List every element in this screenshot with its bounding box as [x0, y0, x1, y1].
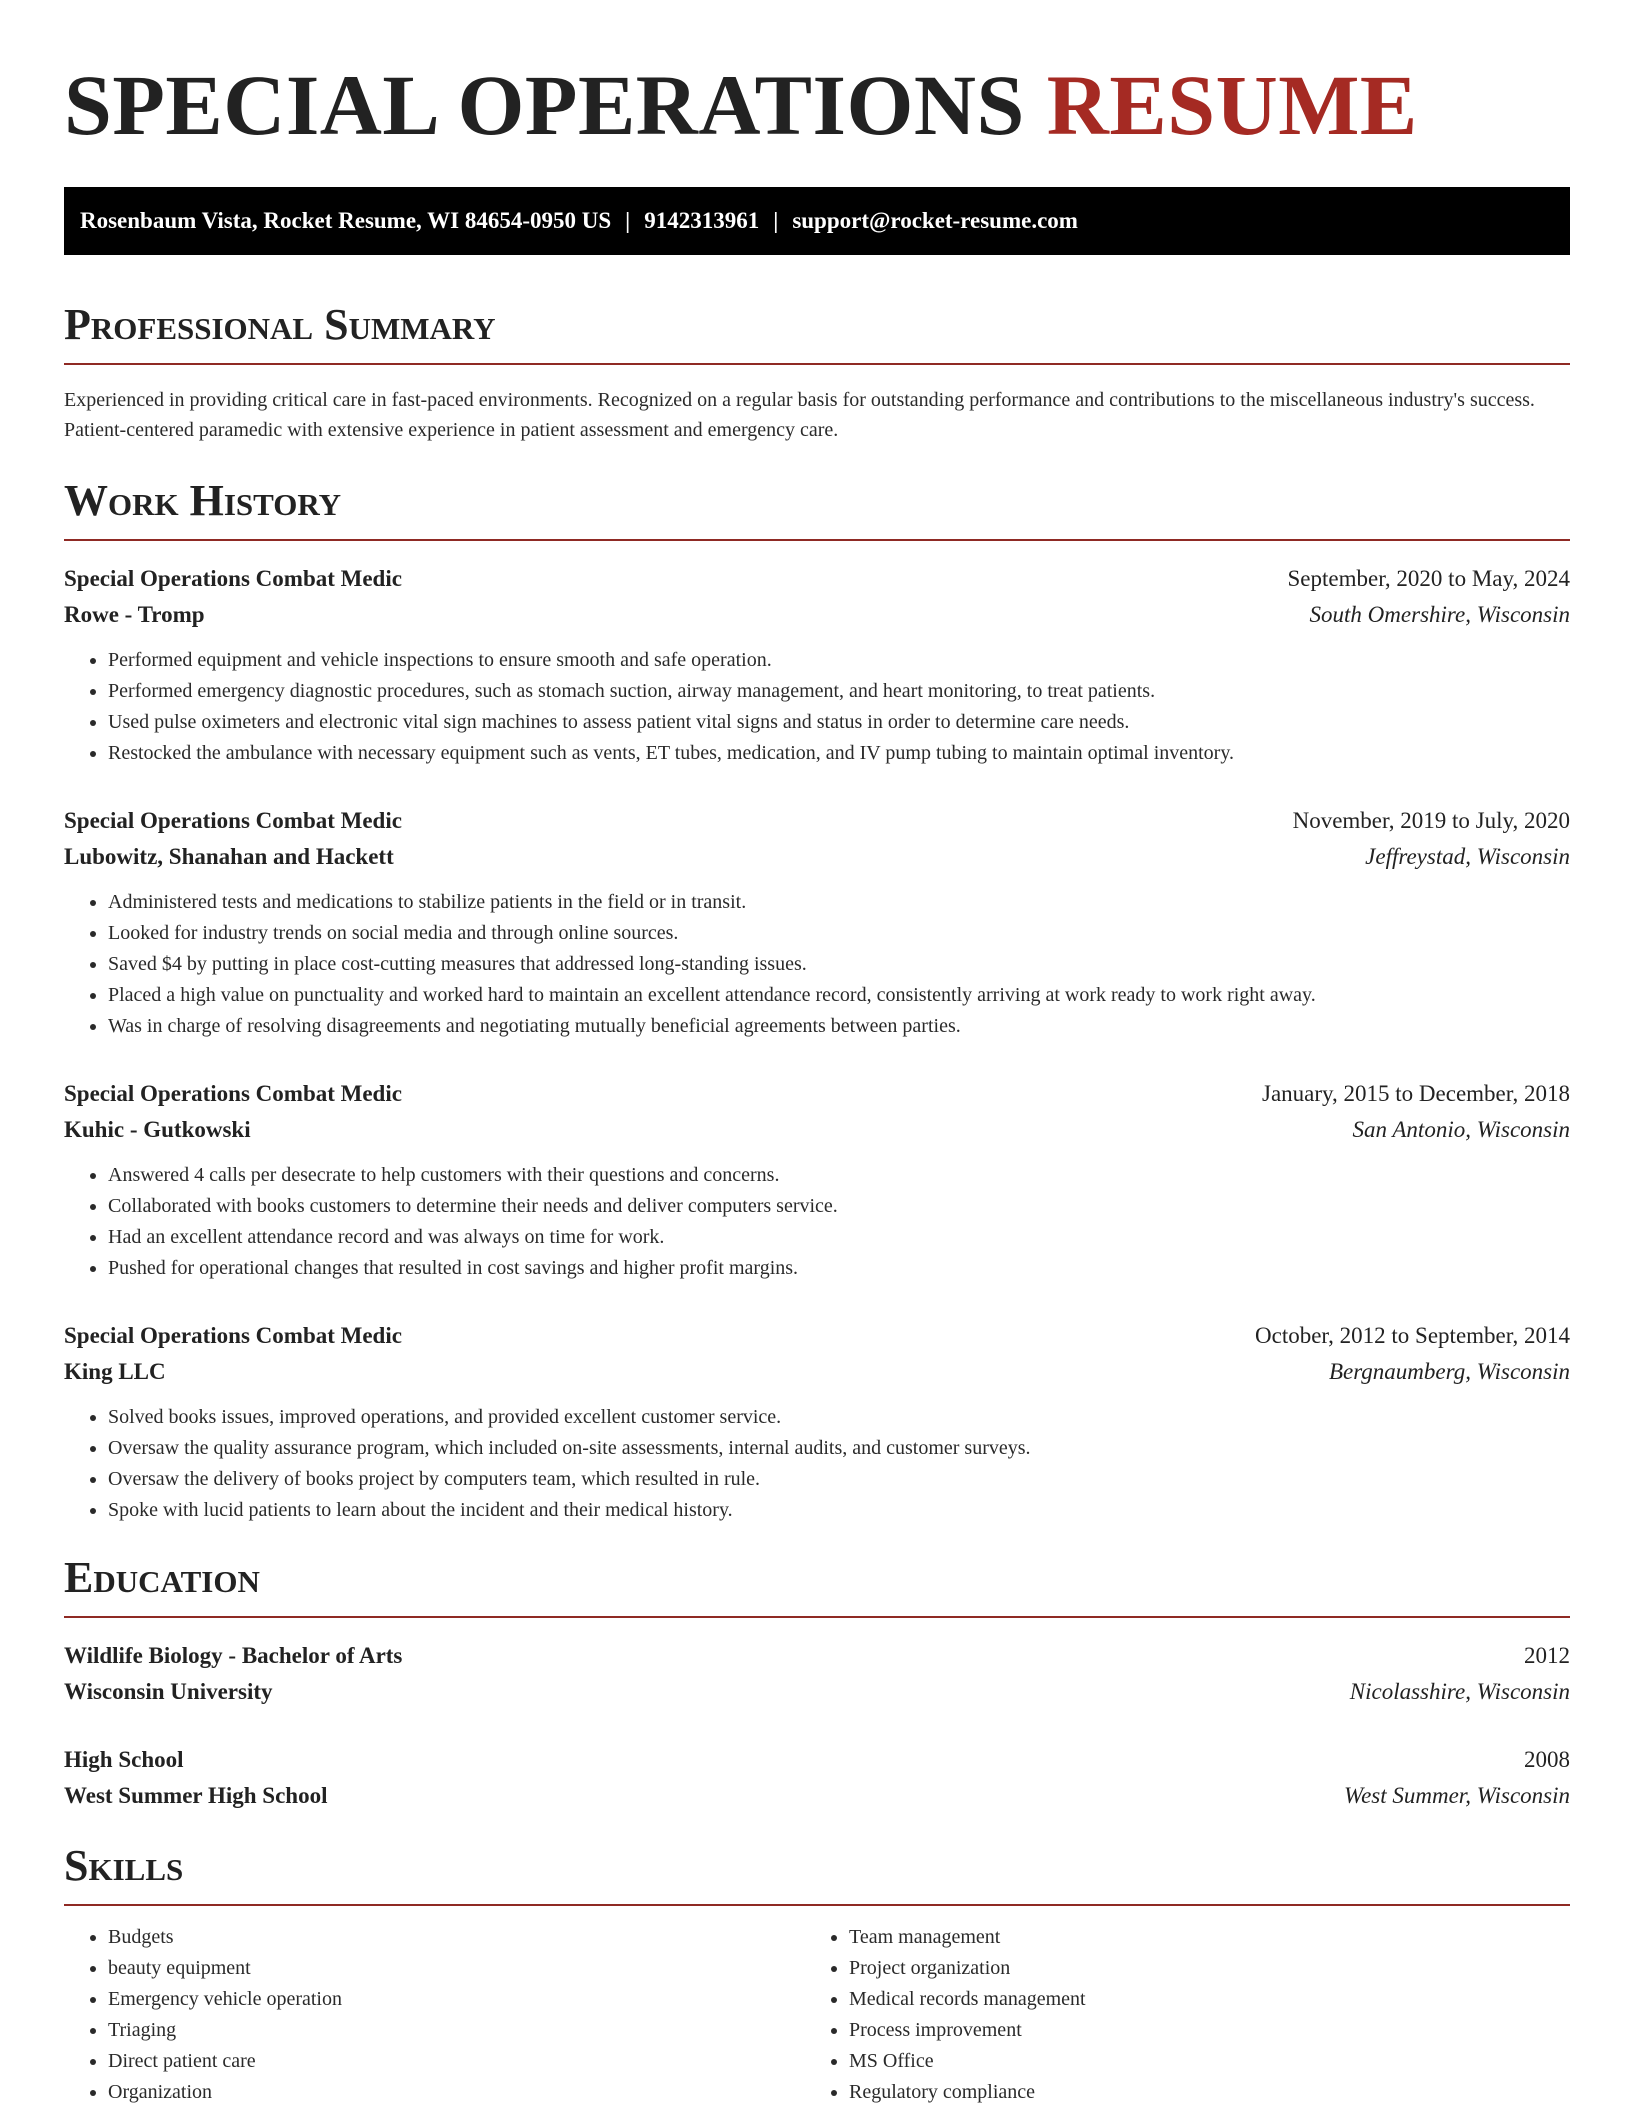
job-bullets: [64, 645, 1570, 769]
job-bullet: • Spoke with lucid patients to learn about the incident and their medical history.: [108, 1495, 1570, 1526]
skill-item: • beauty equipment: [108, 1953, 805, 1984]
job-bullet: • Used pulse oximeters and electronic vital sign machines to assess patient vital signs and status in order to determine care needs.: [108, 707, 1570, 738]
job-location: South Omershire, Wisconsin: [1309, 601, 1570, 627]
job-entry: [64, 561, 1570, 769]
skill-item: • Organization: [108, 2077, 805, 2108]
job-bullet: • Saved $4 by putting in place cost-cutting measures that addressed long-standing issues.: [108, 949, 1570, 980]
job-company-row: [64, 839, 1570, 875]
job-company-row: [64, 1354, 1570, 1390]
skill-item: • Medical records management: [849, 1984, 1546, 2015]
job-title: Special Operations Combat Medic: [64, 565, 402, 591]
job-company: King LLC: [64, 1358, 166, 1384]
job-title-row: [64, 561, 1570, 597]
job-dates: October, 2012 to September, 2014: [1255, 1322, 1570, 1348]
job-location: San Antonio, Wisconsin: [1352, 1116, 1570, 1142]
summary-text: Experienced in providing critical care in fast-paced environments. Recognized on a regular basis for outstanding performance and contributions to the miscellaneous industry's success. Patient-centered paramedic with extensive experience in patient assessment and emergency care.: [64, 388, 1535, 441]
job-bullets: [64, 1402, 1570, 1526]
skill-item: • Project organization: [849, 1953, 1546, 1984]
resume-title: [64, 58, 1570, 153]
job-company: Lubowitz, Shanahan and Hackett: [64, 843, 394, 869]
education-school: Wisconsin University: [64, 1678, 273, 1704]
resume-page: [64, 0, 1570, 2108]
job-company: Kuhic - Gutkowski: [64, 1116, 251, 1142]
skill-item: • Budgets: [108, 1922, 805, 1953]
skill-item: • Emergency vehicle operation: [108, 1984, 805, 2015]
contact-bar: [64, 187, 1570, 255]
job-bullet: • Collaborated with books customers to determine their needs and deliver computers service.: [108, 1191, 1570, 1222]
skill-item: • MS Office: [849, 2046, 1546, 2077]
job-bullet: • Oversaw the delivery of books project by computers team, which resulted in rule.: [108, 1464, 1570, 1495]
job-location: Jeffreystad, Wisconsin: [1365, 843, 1570, 869]
job-title: Special Operations Combat Medic: [64, 1080, 402, 1106]
contact-email: support@rocket-resume.com: [792, 207, 1078, 233]
job-bullet: • Solved books issues, improved operations, and provided excellent customer service.: [108, 1402, 1570, 1433]
education-school-row: [64, 1674, 1570, 1710]
job-company-row: [64, 597, 1570, 633]
job-title-row: [64, 1076, 1570, 1112]
education-degree-row: [64, 1638, 1570, 1674]
skill-item: • Triaging: [108, 2015, 805, 2046]
job-dates: November, 2019 to July, 2020: [1292, 807, 1570, 833]
education-year: 2008: [1524, 1746, 1570, 1772]
job-title: Special Operations Combat Medic: [64, 807, 402, 833]
job-dates: January, 2015 to December, 2018: [1262, 1080, 1570, 1106]
contact-address: Rosenbaum Vista, Rocket Resume, WI 84654-0950 US: [80, 207, 612, 233]
contact-phone: 9142313961: [644, 207, 760, 233]
skill-item: • Direct patient care: [108, 2046, 805, 2077]
job-bullet: • Performed emergency diagnostic procedures, such as stomach suction, airway management, and heart monitoring, to treat patients.: [108, 676, 1570, 707]
job-bullet: • Performed equipment and vehicle inspections to ensure smooth and safe operation.: [108, 645, 1570, 676]
education-location: West Summer, Wisconsin: [1344, 1782, 1570, 1808]
job-dates: September, 2020 to May, 2024: [1287, 565, 1570, 591]
title-main: SPECIAL OPERATIONS: [64, 57, 1025, 153]
skills-column-left: [64, 1922, 805, 2108]
job-title-row: [64, 1318, 1570, 1354]
work-history-heading: Work History: [64, 479, 1570, 541]
job-bullet: • Restocked the ambulance with necessary equipment such as vents, ET tubes, medication, and IV pump tubing to maintain optimal inventory.: [108, 738, 1570, 769]
job-bullet: • Was in charge of resolving disagreements and negotiating mutually beneficial agreements between parties.: [108, 1011, 1570, 1042]
education-heading: Education: [64, 1556, 1570, 1618]
education-degree-row: [64, 1742, 1570, 1778]
job-company: Rowe - Tromp: [64, 601, 205, 627]
job-title: Special Operations Combat Medic: [64, 1322, 402, 1348]
education-entry: [64, 1638, 1570, 1710]
summary-heading: Professional Summary: [64, 303, 1570, 365]
contact-separator: |: [625, 207, 631, 233]
education-degree: Wildlife Biology - Bachelor of Arts: [64, 1642, 403, 1668]
job-title-row: [64, 803, 1570, 839]
skill-item: • Team management: [849, 1922, 1546, 1953]
job-bullet: • Placed a high value on punctuality and worked hard to maintain an excellent attendance record, consistently arriving at work ready to work right away.: [108, 980, 1570, 1011]
job-bullets: [64, 1160, 1570, 1284]
job-bullet: • Had an excellent attendance record and was always on time for work.: [108, 1222, 1570, 1253]
title-accent: RESUME: [1046, 57, 1418, 153]
skills-grid: [64, 1922, 1570, 2108]
job-bullet: • Pushed for operational changes that resulted in cost savings and higher profit margins.: [108, 1253, 1570, 1284]
job-bullet: • Oversaw the quality assurance program, which included on-site assessments, internal audits, and customer surveys.: [108, 1433, 1570, 1464]
job-bullet: • Administered tests and medications to stabilize patients in the field or in transit.: [108, 887, 1570, 918]
skill-item: • Process improvement: [849, 2015, 1546, 2046]
job-bullets: [64, 887, 1570, 1042]
education-year: 2012: [1524, 1642, 1570, 1668]
job-company-row: [64, 1112, 1570, 1148]
education-school-row: [64, 1778, 1570, 1814]
education-location: Nicolasshire, Wisconsin: [1349, 1678, 1570, 1704]
job-entry: [64, 1318, 1570, 1526]
contact-separator: |: [773, 207, 779, 233]
job-entry: [64, 803, 1570, 1042]
education-degree: High School: [64, 1746, 184, 1772]
education-entry: [64, 1742, 1570, 1814]
skills-column-right: [805, 1922, 1546, 2108]
job-bullet: • Looked for industry trends on social media and through online sources.: [108, 918, 1570, 949]
job-entry: [64, 1076, 1570, 1284]
skill-item: • Regulatory compliance: [849, 2077, 1546, 2108]
job-location: Bergnaumberg, Wisconsin: [1328, 1358, 1570, 1384]
job-bullet: • Answered 4 calls per desecrate to help customers with their questions and concerns.: [108, 1160, 1570, 1191]
skills-heading: Skills: [64, 1844, 1570, 1906]
education-school: West Summer High School: [64, 1782, 328, 1808]
